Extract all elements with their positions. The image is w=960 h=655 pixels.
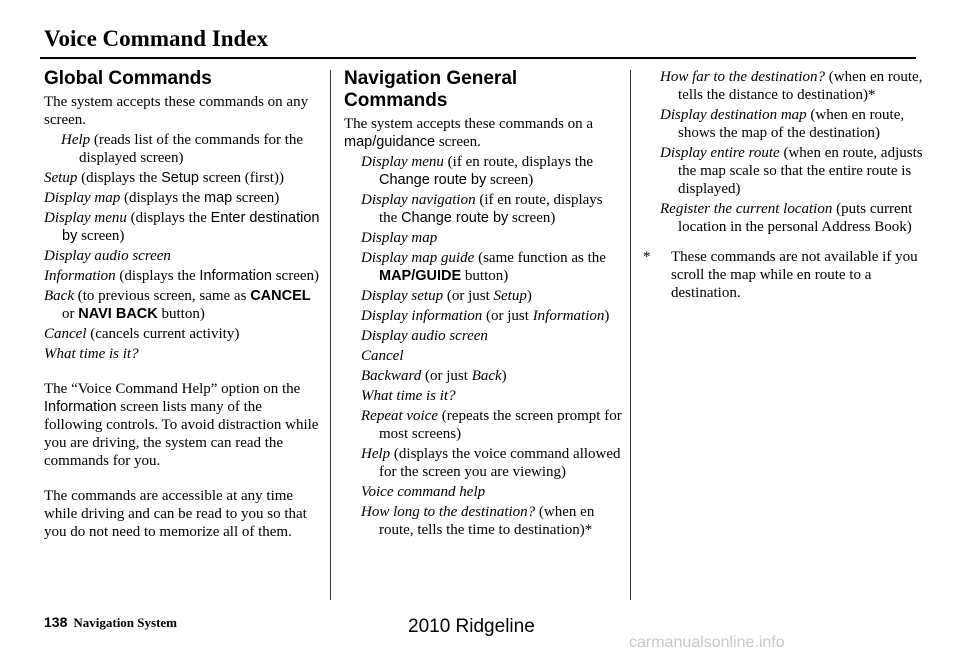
nav-command-how-long: How long to the destination? (when en route, tells the time to destination)* [361,504,595,538]
global-commands-column [44,68,322,541]
voice-help-paragraph: The “Voice Command Help” option on the Information screen lists many of the following controls. To avoid distraction while you are driving, the system can read the commands for you. [44,381,319,469]
footer-title: Navigation System [73,615,177,630]
nav-command-cancel: Cancel [361,348,404,364]
command-display-audio: Display audio screen [44,248,171,264]
navigation-intro: The system accepts these commands on a map/guidance screen. [344,116,594,150]
navigation-commands-heading: Navigation General Commands [344,68,518,111]
command-information: Information (displays the Information screen) [44,268,320,284]
command-back: Back (to previous screen, same as CANCEL or NAVI BACK button) [44,288,311,322]
nav-command-how-far: How far to the destination? (when en route, tells the distance to destination)* [660,69,923,103]
nav-command-what-time: What time is it? [361,388,456,404]
nav-command-display-audio: Display audio screen [361,328,488,344]
footnote: * These commands are not available if you scroll the map while en route to a destination. [643,249,918,301]
nav-command-destination-map: Display destination map (when en route, shows the map of the destination) [660,107,905,141]
nav-command-display-information: Display information (or just Information) [361,308,610,324]
nav-command-entire-route: Display entire route (when en route, adjusts the map scale so that the entire route is displayed) [660,145,923,197]
nav-command-register-location: Register the current location (puts current location in the personal Address Book) [660,201,913,235]
command-display-map: Display map (displays the map screen) [44,190,280,206]
page-footer [44,614,177,631]
nav-command-backward: Backward (or just Back) [361,368,507,384]
accessibility-paragraph: The commands are accessible at any time while driving and can be read to you so that you do not need to memorize all of them. [44,488,307,540]
nav-command-display-setup: Display setup (or just Setup) [361,288,532,304]
column-divider-2 [630,70,631,600]
navigation-commands-continued-column [643,68,923,302]
global-intro: The system accepts these commands on any screen. [44,94,309,128]
navigation-commands-column [344,68,622,539]
nav-command-display-map-guide: Display map guide (same function as the MAP/GUIDE button) [361,250,606,284]
page-title: Voice Command Index [44,26,269,51]
title-rule [40,57,916,59]
nav-command-display-navigation: Display navigation (if en route, displays the Change route by screen) [361,192,603,226]
nav-command-voice-help: Voice command help [361,484,486,500]
watermark-model: 2010 Ridgeline [408,616,535,637]
command-display-menu: Display menu (displays the Enter destination by screen) [44,210,320,244]
nav-command-repeat-voice: Repeat voice (repeats the screen prompt for most screens) [361,408,622,442]
command-setup: Setup (displays the Setup screen (first)) [44,170,284,186]
nav-command-help: Help (displays the voice command allowed for the screen you are viewing) [361,446,621,480]
page-number: 138 [44,614,68,630]
command-help: Help (reads list of the commands for the displayed screen) [61,132,304,166]
command-cancel: Cancel (cancels current activity) [44,326,240,342]
nav-command-display-menu: Display menu (if en route, displays the Change route by screen) [361,154,594,188]
nav-command-display-map: Display map [361,230,438,246]
global-commands-heading: Global Commands [44,68,212,89]
watermark-site: carmanualsonline.info [629,634,785,651]
command-what-time: What time is it? [44,346,139,362]
column-divider-1 [330,70,331,600]
